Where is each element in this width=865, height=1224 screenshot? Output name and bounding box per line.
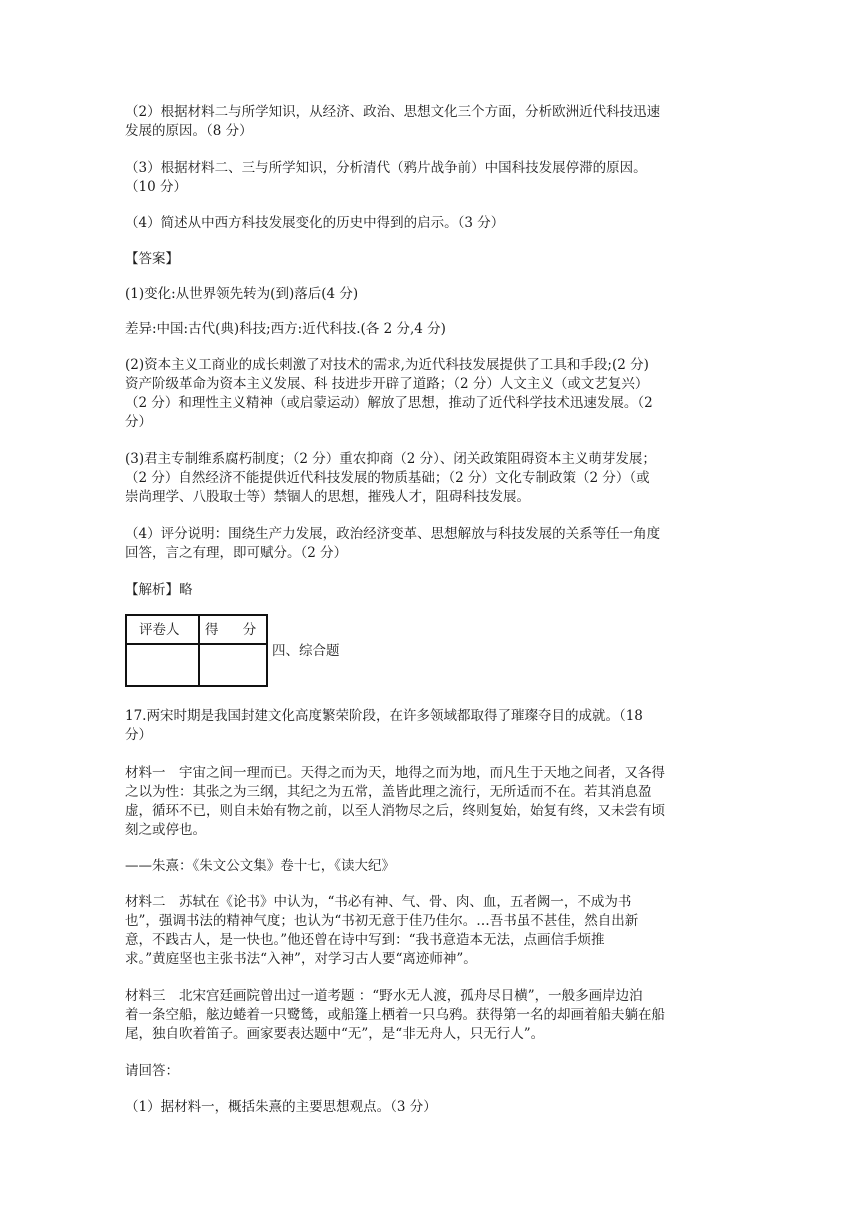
text-line: 材料一 宇宙之间一理而已。天得之而为天，地得之而为地，而凡生于天地之间者，又各得 — [125, 765, 665, 781]
text-line: （2 分）和理性主义精神（或启蒙运动）解放了思想，推动了近代科学技术迅速发展。（2 — [125, 395, 653, 411]
text-line: 【解析】略 — [125, 582, 193, 598]
text-line: (1)变化:从世界领先转为(到)落后(4 分) — [125, 286, 359, 302]
score-label: 得 分 — [205, 622, 257, 638]
text-line: 也”，强调书法的精神气度；也认为“书初无意于佳乃佳尔。…吾书虽不甚佳，然自出新 — [125, 913, 639, 929]
paragraph-q17 — [125, 707, 745, 745]
paragraph-ans1b — [125, 320, 745, 339]
text-line: (3)君主专制维系腐朽制度；（2 分）重农抑商（2 分）、闭关政策阻碍资本主义萌芽发展； — [125, 451, 656, 467]
text-line: （2）根据材料二与所学知识，从经济、政治、思想文化三个方面，分析欧洲近代科技迅速 — [125, 104, 661, 120]
paragraph-m1 — [125, 764, 745, 840]
text-line: (2)资本主义工商业的成长刺激了对技术的需求,为近代科技发展提供了工具和手段;(2 分) — [125, 357, 649, 373]
table-divider-horizontal — [127, 643, 266, 645]
text-line: 之以为性：其张之为三纲，其纪之为五常，盖皆此理之流行，无所适而不在。若其消息盈 — [125, 784, 652, 800]
text-line: 差异:中国:古代(典)科技;西方:近代科技.(各 2 分,4 分) — [125, 321, 446, 337]
paragraph-please — [125, 1062, 745, 1081]
table-divider-vertical — [198, 616, 200, 685]
text-line: 17.两宋时期是我国封建文化高度繁荣阶段，在许多领域都取得了璀璨夺目的成就。（18 — [125, 708, 643, 724]
text-line: （10 分） — [125, 179, 187, 195]
text-line: 尾，独自吹着笛子。画家要表达题中“无”，是“非无舟人，只无行人”。 — [125, 1026, 545, 1042]
text-line: ——朱熹：《朱文公文集》卷十七，《读大纪》 — [125, 858, 395, 874]
paragraph-ans3 — [125, 450, 745, 507]
paragraph-ans2 — [125, 356, 745, 432]
text-line: 求。”黄庭坚也主张书法“入神”，对学习古人要“离迹师神”。 — [125, 951, 477, 967]
paragraph-ans4 — [125, 525, 745, 563]
grader-label: 评卷人 — [139, 622, 180, 638]
paragraph-ans1a — [125, 285, 745, 304]
score-table — [125, 614, 268, 687]
text-line: 材料三 北宋宫廷画院曾出过一道考题 ：“野水无人渡，孤舟尽日横”，一般多画岸边泊 — [125, 988, 643, 1004]
text-line: （1）据材料一，概括朱熹的主要思想观点。（3 分） — [125, 1099, 437, 1115]
text-line: 分） — [125, 414, 152, 430]
section-title: 四、综合题 — [272, 643, 340, 659]
paragraph-answer-heading — [125, 250, 745, 269]
text-line: 回答，言之有理，即可赋分。（2 分） — [125, 545, 348, 561]
text-line: 【答案】 — [125, 251, 179, 267]
paragraph-q17-1 — [125, 1098, 745, 1117]
paragraph-m2 — [125, 893, 745, 969]
text-line: 请回答： — [125, 1063, 179, 1079]
text-line: 分） — [125, 727, 152, 743]
text-line: 材料二 苏轼在《论书》中认为，“书必有神、气、骨、肉、血，五者阙一，不成为书 — [125, 894, 632, 910]
text-line: 资产阶级革命为资本主义发展、科 技进步开辟了道路；（2 分）人文主义（或文艺复兴） — [125, 376, 649, 392]
text-line: 发展的原因。（8 分） — [125, 123, 253, 139]
text-line: 虚，循环不已，则自未始有物之前，以至人消物尽之后，终则复始，始复有终，又未尝有顷 — [125, 803, 665, 819]
text-line: 刻之或停也。 — [125, 822, 206, 838]
text-line: （2 分）自然经济不能提供近代科技发展的物质基础；（2 分）文化专制政策（2 分）（或 — [125, 470, 650, 486]
text-line: 崇尚理学、八股取士等）禁锢人的思想，摧残人才，阻碍科技发展。 — [125, 489, 530, 505]
text-line: （4）简述从中西方科技发展变化的历史中得到的启示。（3 分） — [125, 215, 505, 231]
paragraph-m3 — [125, 987, 745, 1044]
text-line: 意，不践古人，是一快也。”他还曾在诗中写到：“我书意造本无法，点画信手烦推 — [125, 932, 605, 948]
paragraph-q4 — [125, 214, 745, 233]
text-line: （3）根据材料二、三与所学知识，分析清代（鸦片战争前）中国科技发展停滞的原因。 — [125, 160, 647, 176]
text-line: 着一条空船，舷边蜷着一只鹭鸶，或船篷上栖着一只乌鸦。获得第一名的却画着船夫躺在船 — [125, 1007, 665, 1023]
text-line: （4）评分说明：围绕生产力发展，政治经济变革、思想解放与科技发展的关系等任一角度 — [125, 526, 661, 542]
paragraph-m1-src — [125, 857, 745, 876]
paragraph-analysis — [125, 581, 745, 600]
paragraph-q3 — [125, 159, 745, 197]
paragraph-q2 — [125, 103, 745, 141]
